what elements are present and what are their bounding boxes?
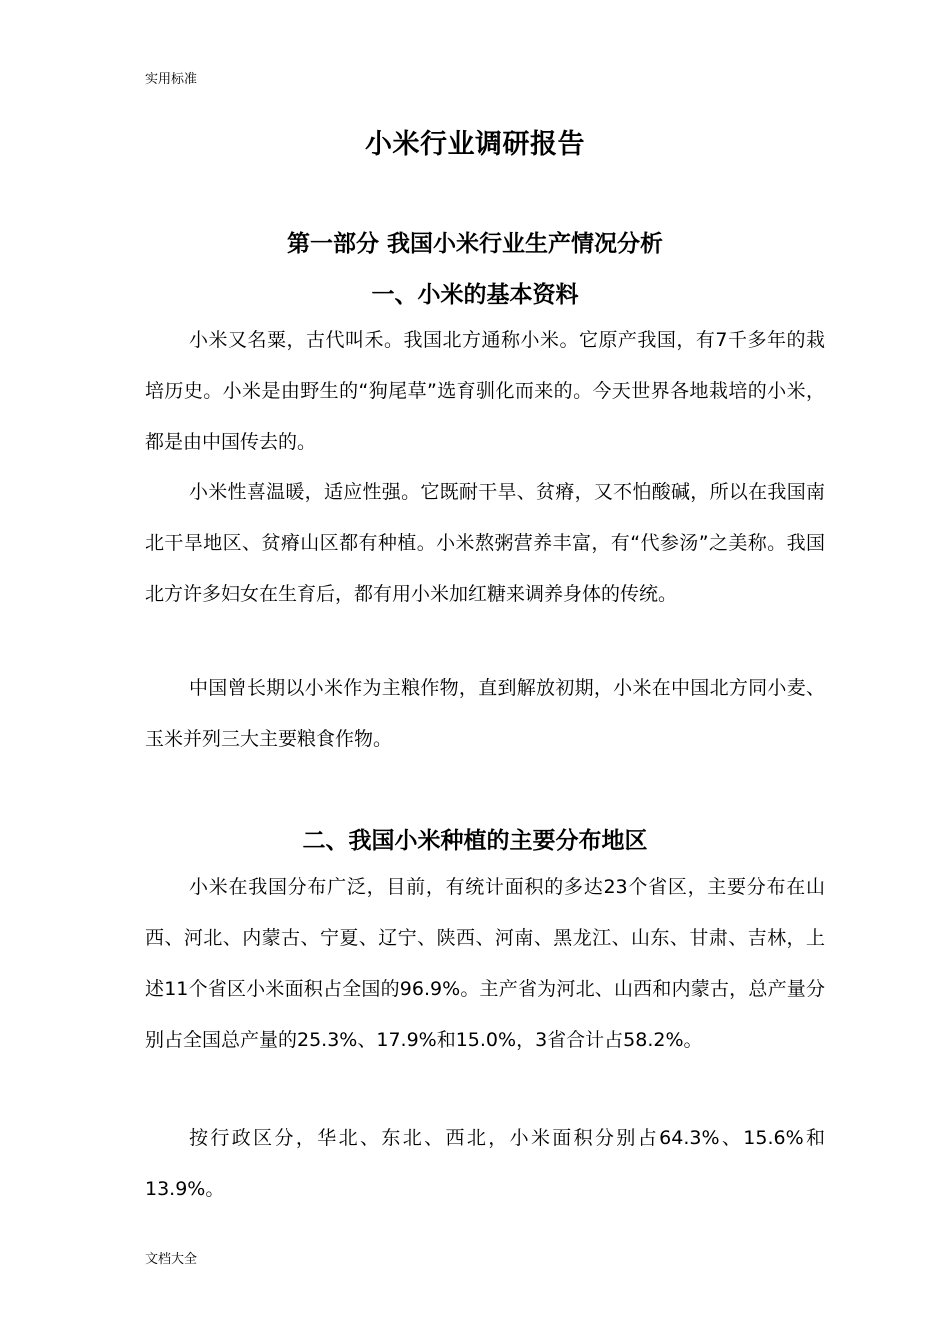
paragraph: 小米在我国分布广泛，目前，有统计面积的多达23个省区，主要分布在山西、河北、内蒙古、宁夏、辽宁、陕西、河南、黑龙江、山东、甘肃、吉林，上述11个省区小米面积占全国的96.9%。主产省为河北、山西和内蒙古，总产量分别占全国总产量的25.3%、17.9%和15.0%，3省合计占58.2%。 xyxy=(145,876,825,1051)
page-header: 实用标准 xyxy=(145,72,198,87)
document-title: 小米行业调研报告 xyxy=(365,129,585,160)
page-footer: 文档大全 xyxy=(145,1252,198,1267)
paragraph: 小米性喜温暖，适应性强。它既耐干旱、贫瘠，又不怕酸碱，所以在我国南北干旱地区、贫瘠山区都有种植。小米熬粥营养丰富，有“代参汤”之美称。我国北方许多妇女在生育后，都有用小米加红糖来调养身体的传统。 xyxy=(145,481,825,605)
section-heading-distribution: 二、我国小米种植的主要分布地区 xyxy=(302,828,648,854)
paragraph: 中国曾长期以小米作为主粮作物，直到解放初期，小米在中国北方同小麦、玉米并列三大主要粮食作物。 xyxy=(145,677,825,750)
part-heading: 第一部分 我国小米行业生产情况分析 xyxy=(286,231,663,257)
paragraph: 按行政区分，华北、东北、西北，小米面积分别占64.3%、15.6%和13.9%。 xyxy=(145,1127,825,1200)
section-heading-basic-info: 一、小米的基本资料 xyxy=(371,282,579,308)
paragraph: 小米又名粟，古代叫禾。我国北方通称小米。它原产我国，有7千多年的栽培历史。小米是由野生的“狗尾草”选育驯化而来的。今天世界各地栽培的小米，都是由中国传去的。 xyxy=(145,329,825,453)
